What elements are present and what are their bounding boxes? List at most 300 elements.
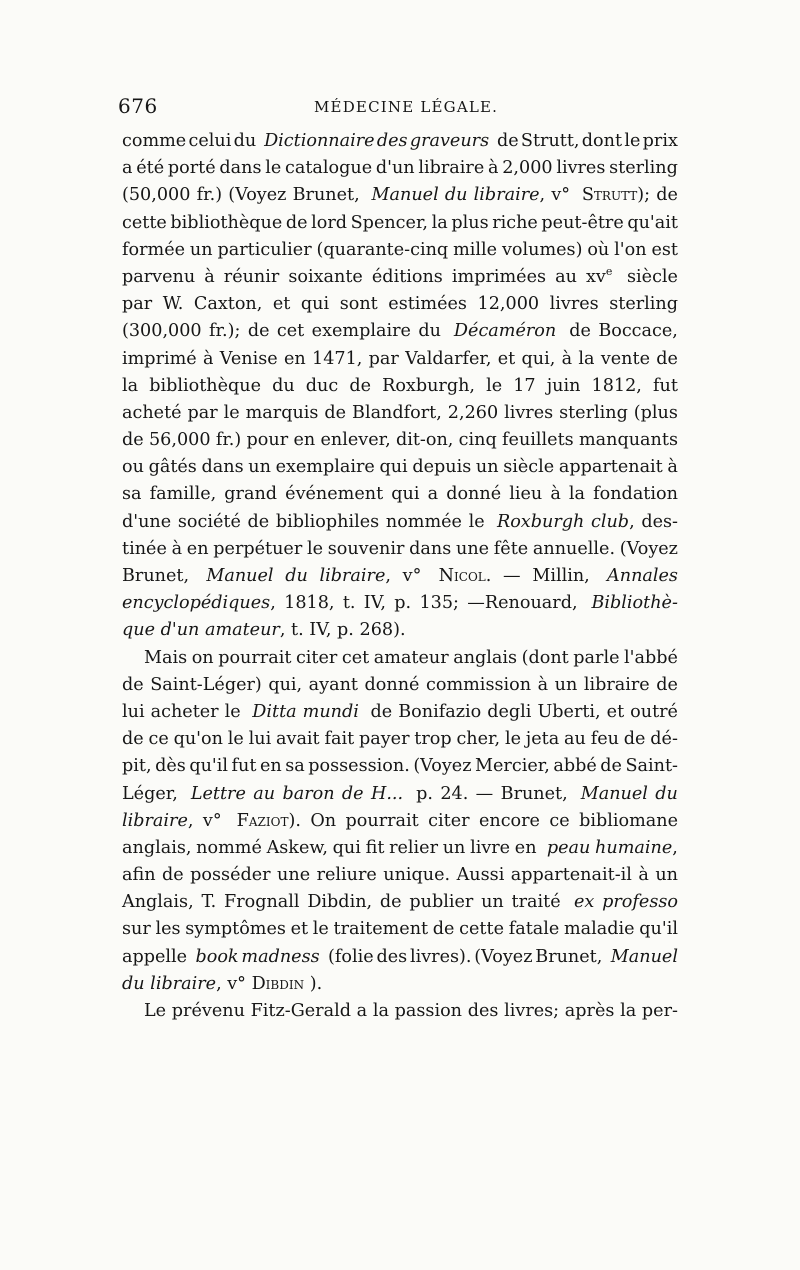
word: l'abbé xyxy=(624,647,678,668)
text-line xyxy=(122,998,678,1025)
word: 56,000 xyxy=(148,430,211,451)
word: dans xyxy=(219,158,262,179)
word: de xyxy=(247,321,270,342)
word-group xyxy=(439,563,492,590)
word: , xyxy=(385,566,391,586)
text-line xyxy=(122,753,678,780)
word: formée xyxy=(122,239,186,260)
word: qu'il xyxy=(189,756,228,777)
word: la xyxy=(431,212,448,233)
word: été xyxy=(136,158,165,179)
word: 1471, xyxy=(312,348,363,369)
word: Venise xyxy=(219,348,278,369)
italic-word: mundi xyxy=(302,701,359,722)
italic-word: baron xyxy=(282,783,335,804)
text-line xyxy=(122,862,678,889)
word: bibliomane xyxy=(579,810,678,831)
word: qui, xyxy=(268,674,303,695)
italic-word: humaine xyxy=(595,837,673,858)
word: traitement xyxy=(333,919,429,940)
word: Frognall xyxy=(223,892,300,913)
italic-word: du xyxy=(285,566,308,586)
text-line xyxy=(122,971,678,998)
word: vente xyxy=(600,348,650,369)
word: sterling xyxy=(609,158,678,179)
word: de xyxy=(432,919,455,940)
word: Saint-Léger) xyxy=(150,674,262,695)
italic-word: du xyxy=(444,185,468,206)
word: le xyxy=(227,729,244,750)
word: parle xyxy=(573,647,620,668)
word: pourrait xyxy=(218,647,292,668)
word: sterling xyxy=(609,294,678,315)
word-group xyxy=(122,590,276,617)
word: (50,000 xyxy=(122,185,191,206)
word: du xyxy=(272,375,295,396)
word: — xyxy=(503,566,521,586)
word: sont xyxy=(339,294,378,315)
text-line xyxy=(122,346,678,373)
word: a xyxy=(122,158,133,179)
word: parvenu xyxy=(122,266,196,287)
word: à xyxy=(550,484,561,505)
word: pour xyxy=(246,430,289,451)
italic-word: graveurs xyxy=(409,131,490,151)
word: bibliothèque xyxy=(149,375,262,396)
word: 24. xyxy=(440,783,469,804)
italic-word: H... xyxy=(370,783,404,804)
word: où xyxy=(587,239,610,260)
word: publier xyxy=(409,892,474,913)
word: de xyxy=(364,701,393,722)
word: de xyxy=(122,430,144,451)
word: (plus xyxy=(633,402,678,423)
word: 2,000 xyxy=(502,158,553,179)
word: qui xyxy=(300,294,330,315)
text-line xyxy=(122,536,678,563)
word-group xyxy=(122,808,193,835)
word: perpétuer xyxy=(213,538,303,559)
body-text xyxy=(122,128,678,1025)
word: anglais xyxy=(453,647,518,668)
word: le xyxy=(223,402,240,423)
word: porté xyxy=(167,158,216,179)
word: (dont xyxy=(521,647,569,668)
word: au xyxy=(564,729,586,750)
word: Uberti, xyxy=(537,701,601,722)
word: livres xyxy=(504,402,554,423)
word: fr.); xyxy=(209,321,241,342)
word: trop xyxy=(414,729,452,750)
word: famille, xyxy=(149,484,217,505)
word: comme xyxy=(122,131,187,151)
text-line xyxy=(122,454,678,481)
word: tinée xyxy=(122,538,167,559)
word: le xyxy=(224,701,247,722)
word: Mais xyxy=(144,647,188,668)
word: amateur xyxy=(373,647,449,668)
text-line xyxy=(122,617,678,644)
word: jeta xyxy=(525,729,560,750)
italic-word: madness xyxy=(241,946,320,967)
word: à xyxy=(203,348,214,369)
word: nommée xyxy=(385,511,462,532)
word: dit-on, xyxy=(395,430,454,451)
italic-word: book xyxy=(195,946,239,967)
word: du xyxy=(233,131,262,151)
word: Brunet, xyxy=(122,566,195,586)
word: (quarante-cinq xyxy=(316,239,449,260)
word: xv xyxy=(585,266,606,287)
word: le xyxy=(624,131,641,151)
word: Bonifazio xyxy=(398,701,482,722)
word: Léger, xyxy=(122,783,184,804)
word: société xyxy=(177,511,241,532)
word: le xyxy=(306,538,324,559)
text-line xyxy=(122,699,678,726)
word: qui xyxy=(391,484,420,505)
word: passion xyxy=(394,1001,463,1021)
page-header xyxy=(118,94,678,122)
word: bibliophiles xyxy=(275,511,380,532)
word: maladie xyxy=(563,919,635,940)
word: ) xyxy=(637,185,645,206)
word: siècle xyxy=(621,266,678,287)
word: ; xyxy=(644,185,651,206)
word: ayant xyxy=(308,674,358,695)
word: de xyxy=(324,402,347,423)
italic-word: Roxburgh xyxy=(496,511,585,532)
word: appartenait-il xyxy=(510,865,632,886)
word: et xyxy=(497,348,516,369)
italic-word: Annales xyxy=(607,566,678,586)
word: T. xyxy=(201,892,217,913)
word: soixante xyxy=(288,266,363,287)
word: de xyxy=(122,729,144,750)
word: v° xyxy=(202,810,228,831)
word: avait xyxy=(276,729,320,750)
word: libraire xyxy=(418,158,485,179)
word: Valdarfer, xyxy=(405,348,492,369)
word: qui, xyxy=(521,348,556,369)
italic-word: libraire xyxy=(122,810,188,831)
word: le xyxy=(265,158,282,179)
word: qu'ait xyxy=(627,212,678,233)
word: Askew, xyxy=(266,837,328,858)
word: annuelle. xyxy=(532,538,616,559)
italic-word: libraire xyxy=(473,185,540,206)
word: Spencer, xyxy=(350,212,429,233)
word: Mercier, xyxy=(475,756,550,777)
word: Millin, xyxy=(532,566,596,586)
word: un xyxy=(248,457,271,478)
word-group xyxy=(582,182,650,209)
word: éditions xyxy=(371,266,443,287)
word: Fitz-Gerald xyxy=(250,1001,351,1021)
word: de xyxy=(349,375,371,396)
word: Blandfort, xyxy=(352,402,442,423)
word: un xyxy=(475,457,499,478)
word: cet xyxy=(276,321,305,342)
word: par xyxy=(187,402,218,423)
word: en xyxy=(186,538,209,559)
word: imprimé xyxy=(122,348,197,369)
text-line xyxy=(122,210,678,237)
word: livres). xyxy=(409,946,472,967)
word: et xyxy=(290,919,309,940)
word-group xyxy=(595,835,678,862)
text-line xyxy=(122,835,678,862)
text-line xyxy=(122,427,678,454)
word: , v° xyxy=(216,973,252,994)
word-group xyxy=(591,509,635,536)
word: Strutt xyxy=(581,185,638,206)
word: mille xyxy=(453,239,498,260)
text-line xyxy=(122,264,678,291)
word: duc xyxy=(305,375,339,396)
word: lui xyxy=(122,701,145,722)
italic-word: Décaméron xyxy=(453,321,557,342)
word: Le xyxy=(144,1001,167,1021)
italic-word: des xyxy=(376,131,408,151)
word: manquants xyxy=(578,430,678,451)
word: , t. IV, p. 268). xyxy=(279,620,406,641)
word: fondation xyxy=(593,484,678,505)
word: la xyxy=(568,484,586,505)
word: estimées xyxy=(388,294,467,315)
text-line xyxy=(122,128,678,155)
italic-word: encyclopédiques xyxy=(122,593,271,614)
italic-word: Dictionnaire xyxy=(264,131,375,151)
word: le xyxy=(468,511,491,532)
word: bibliothèque xyxy=(170,212,283,233)
italic-word: de xyxy=(341,783,364,804)
word: en xyxy=(283,348,306,369)
word: l'on xyxy=(614,239,647,260)
word: , xyxy=(539,185,546,206)
word: feuillets xyxy=(502,430,574,451)
word: exemplaire xyxy=(311,321,411,342)
word: citer xyxy=(428,810,470,831)
word: Faziot xyxy=(236,810,289,831)
word: —Renouard, xyxy=(467,593,584,614)
word: acheté xyxy=(122,402,182,423)
word: feu xyxy=(590,729,619,750)
text-line xyxy=(122,237,678,264)
word: de xyxy=(285,212,308,233)
word: Roxburgh, xyxy=(382,375,476,396)
word: juin xyxy=(546,375,581,396)
word: des- xyxy=(641,511,678,532)
text-line xyxy=(122,944,678,971)
word: de xyxy=(600,756,622,777)
word: qui xyxy=(379,457,408,478)
word: le xyxy=(486,375,503,396)
italic-word: du xyxy=(655,783,678,804)
word: cinq xyxy=(458,430,497,451)
word: Brunet, xyxy=(500,783,574,804)
word-group xyxy=(320,563,391,590)
word: à xyxy=(561,348,573,369)
word: degli xyxy=(487,701,532,722)
word: un xyxy=(655,865,678,886)
word: à xyxy=(204,266,215,287)
word: des xyxy=(376,946,408,967)
word: libraire xyxy=(583,674,650,695)
word: après xyxy=(564,1001,615,1021)
word: exemplaire xyxy=(275,457,375,478)
word: p. xyxy=(394,593,412,614)
word: unique. xyxy=(383,865,451,886)
word: de xyxy=(162,865,184,886)
word: 135 xyxy=(419,593,454,614)
word: 1812, xyxy=(591,375,642,396)
word: ; xyxy=(453,593,459,614)
word: dé- xyxy=(650,729,678,750)
word: de xyxy=(379,892,402,913)
word: lieu xyxy=(509,484,543,505)
word: , xyxy=(672,837,678,858)
word: payer xyxy=(358,729,410,750)
word: anglais, xyxy=(122,837,192,858)
word: de xyxy=(491,131,519,151)
word-group xyxy=(419,590,459,617)
word: , xyxy=(629,511,635,532)
word: Nicol xyxy=(438,566,486,586)
word: événement xyxy=(285,484,384,505)
italic-word: Manuel xyxy=(610,946,678,967)
italic-word: Lettre xyxy=(190,783,246,804)
italic-word: Manuel xyxy=(580,783,648,804)
word: par xyxy=(122,294,153,315)
word-group xyxy=(237,808,301,835)
word: lui xyxy=(248,729,272,750)
word: donné xyxy=(446,484,502,505)
text-line xyxy=(122,889,678,916)
word: symptômes xyxy=(185,919,286,940)
text-line xyxy=(122,373,678,400)
text-line xyxy=(122,645,678,672)
word: on xyxy=(191,647,214,668)
word: cher, xyxy=(456,729,501,750)
word: sterling xyxy=(559,402,628,423)
word: à xyxy=(667,457,678,478)
italic-word: professo xyxy=(602,892,678,913)
word: cette xyxy=(459,919,504,940)
word: imprimées xyxy=(451,266,547,287)
word: 1818, xyxy=(284,593,335,614)
word: encore xyxy=(478,810,540,831)
word: 17 xyxy=(513,375,536,396)
text-line xyxy=(122,726,678,753)
text-line xyxy=(122,590,678,617)
word: Boccace, xyxy=(598,321,678,342)
word: à xyxy=(638,865,649,886)
word: , xyxy=(187,810,194,831)
word: Brunet, xyxy=(535,946,608,967)
word: marquis xyxy=(245,402,319,423)
word: (Voyez xyxy=(474,946,533,967)
word: livre xyxy=(470,837,511,858)
word: de xyxy=(656,348,678,369)
word: une xyxy=(277,865,311,886)
text-line xyxy=(122,155,678,182)
word: une xyxy=(455,538,490,559)
word: a xyxy=(427,484,439,505)
word: dans xyxy=(409,538,452,559)
word: riche xyxy=(492,212,538,233)
page-number: 676 xyxy=(118,94,158,118)
word: posséder xyxy=(190,865,271,886)
word: fit xyxy=(365,837,385,858)
word: à xyxy=(487,158,499,179)
word: outré xyxy=(630,701,678,722)
word: de xyxy=(623,729,646,750)
word: Dibdin, xyxy=(307,892,373,913)
word: Saint- xyxy=(625,756,678,777)
italic-word: peau xyxy=(546,837,591,858)
word-group xyxy=(586,264,612,291)
word: livres xyxy=(556,158,606,179)
word-group xyxy=(474,182,545,209)
word: peut-être xyxy=(541,212,624,233)
word: abbé xyxy=(553,756,597,777)
word: à xyxy=(171,538,183,559)
text-line xyxy=(122,509,678,536)
word: d'une xyxy=(122,511,172,532)
italic-word: Ditta xyxy=(252,701,297,722)
word: , xyxy=(270,593,276,614)
word: relier xyxy=(389,837,438,858)
word: fatale xyxy=(508,919,560,940)
word: et xyxy=(272,294,291,315)
word: dès xyxy=(155,756,186,777)
word: — xyxy=(475,783,494,804)
word: de xyxy=(247,511,270,532)
italic-word: Manuel xyxy=(371,185,439,206)
text-line xyxy=(122,481,678,508)
word: lord xyxy=(311,212,348,233)
word: (Voyez xyxy=(228,185,287,206)
text-line xyxy=(122,318,678,345)
word: réunir xyxy=(223,266,280,287)
word: reliure xyxy=(316,865,377,886)
word: qu'il xyxy=(639,919,678,940)
word: un xyxy=(481,892,504,913)
text-line xyxy=(122,291,678,318)
text-line xyxy=(122,563,678,590)
word: sa xyxy=(285,756,305,777)
word: v° xyxy=(551,185,576,206)
word: la xyxy=(578,348,595,369)
word: sur xyxy=(122,919,151,940)
word: enlever, xyxy=(320,430,391,451)
word: dans xyxy=(201,457,244,478)
text-line xyxy=(122,781,678,808)
word: Anglais, xyxy=(122,892,194,913)
word: d'un xyxy=(375,158,415,179)
word: fête xyxy=(493,538,529,559)
word: cette xyxy=(122,212,167,233)
word: fut xyxy=(231,756,257,777)
word: t. xyxy=(342,593,356,614)
word: ). xyxy=(304,973,323,994)
word: (300,000 xyxy=(122,321,202,342)
word: per- xyxy=(641,1001,678,1021)
word: en xyxy=(514,837,543,858)
word: Strutt, xyxy=(520,131,580,151)
word: On xyxy=(310,810,337,831)
